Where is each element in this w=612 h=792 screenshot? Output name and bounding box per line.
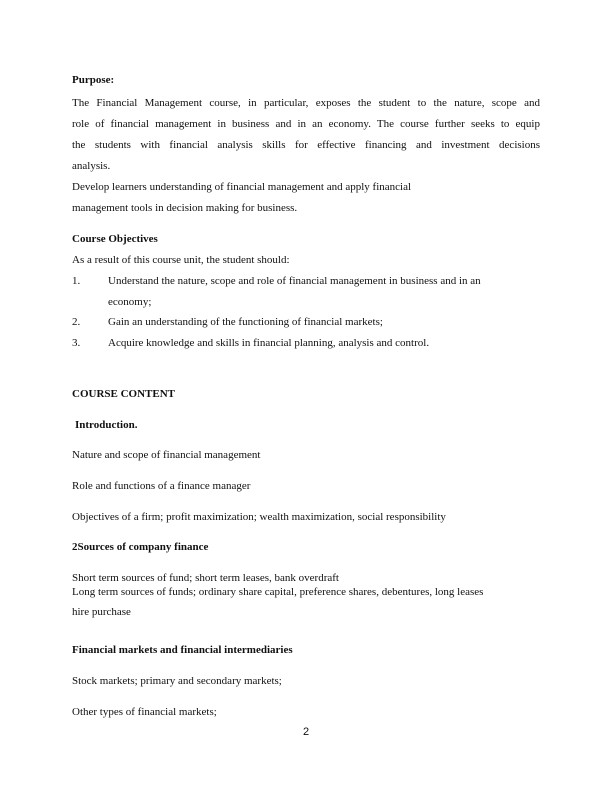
markets-heading: Financial markets and financial intermediaries: [72, 644, 293, 656]
objective-item: Understand the nature, scope and role of financial management in business and in an: [108, 275, 481, 287]
objectives-intro: As a result of this course unit, the student should:: [72, 254, 290, 266]
purpose-line: Develop learners understanding of financial management and apply financial: [72, 181, 412, 193]
sources-heading: 2Sources of company finance: [72, 541, 209, 553]
sources-line: hire purchase: [72, 606, 131, 618]
objective-item: Acquire knowledge and skills in financial planning, analysis and control.: [108, 337, 430, 349]
purpose-line: role of financial management in business and in an economy. The course further seeks to equip: [72, 118, 540, 130]
objective-item: Gain an understanding of the functioning of financial markets;: [108, 316, 383, 328]
objective-number: 1.: [72, 275, 81, 287]
introduction-heading: Introduction.: [75, 419, 138, 431]
objective-number: 3.: [72, 337, 81, 349]
content-item: Nature and scope of financial management: [72, 449, 261, 461]
course-content-heading: COURSE CONTENT: [72, 388, 175, 400]
objective-number: 2.: [72, 316, 81, 328]
purpose-line: analysis.: [72, 160, 111, 172]
content-item: Other types of financial markets;: [72, 706, 217, 718]
objective-item-continued: economy;: [108, 296, 152, 308]
purpose-line: the students with financial analysis skills for effective financing and investment decisions: [72, 139, 540, 151]
purpose-line: The Financial Management course, in particular, exposes the student to the nature, scope and: [72, 97, 540, 109]
sources-line: Long term sources of funds; ordinary share capital, preference shares, debentures, long leases: [72, 586, 484, 598]
purpose-line: management tools in decision making for business.: [72, 202, 298, 214]
content-item: Objectives of a firm; profit maximization; wealth maximization, social responsibility: [72, 511, 446, 523]
sources-line: Short term sources of fund; short term leases, bank overdraft: [72, 572, 339, 584]
page-number: 2: [302, 726, 310, 738]
purpose-heading: Purpose:: [72, 74, 115, 86]
content-item: Stock markets; primary and secondary markets;: [72, 675, 282, 687]
objectives-heading: Course Objectives: [72, 233, 158, 245]
content-item: Role and functions of a finance manager: [72, 480, 251, 492]
